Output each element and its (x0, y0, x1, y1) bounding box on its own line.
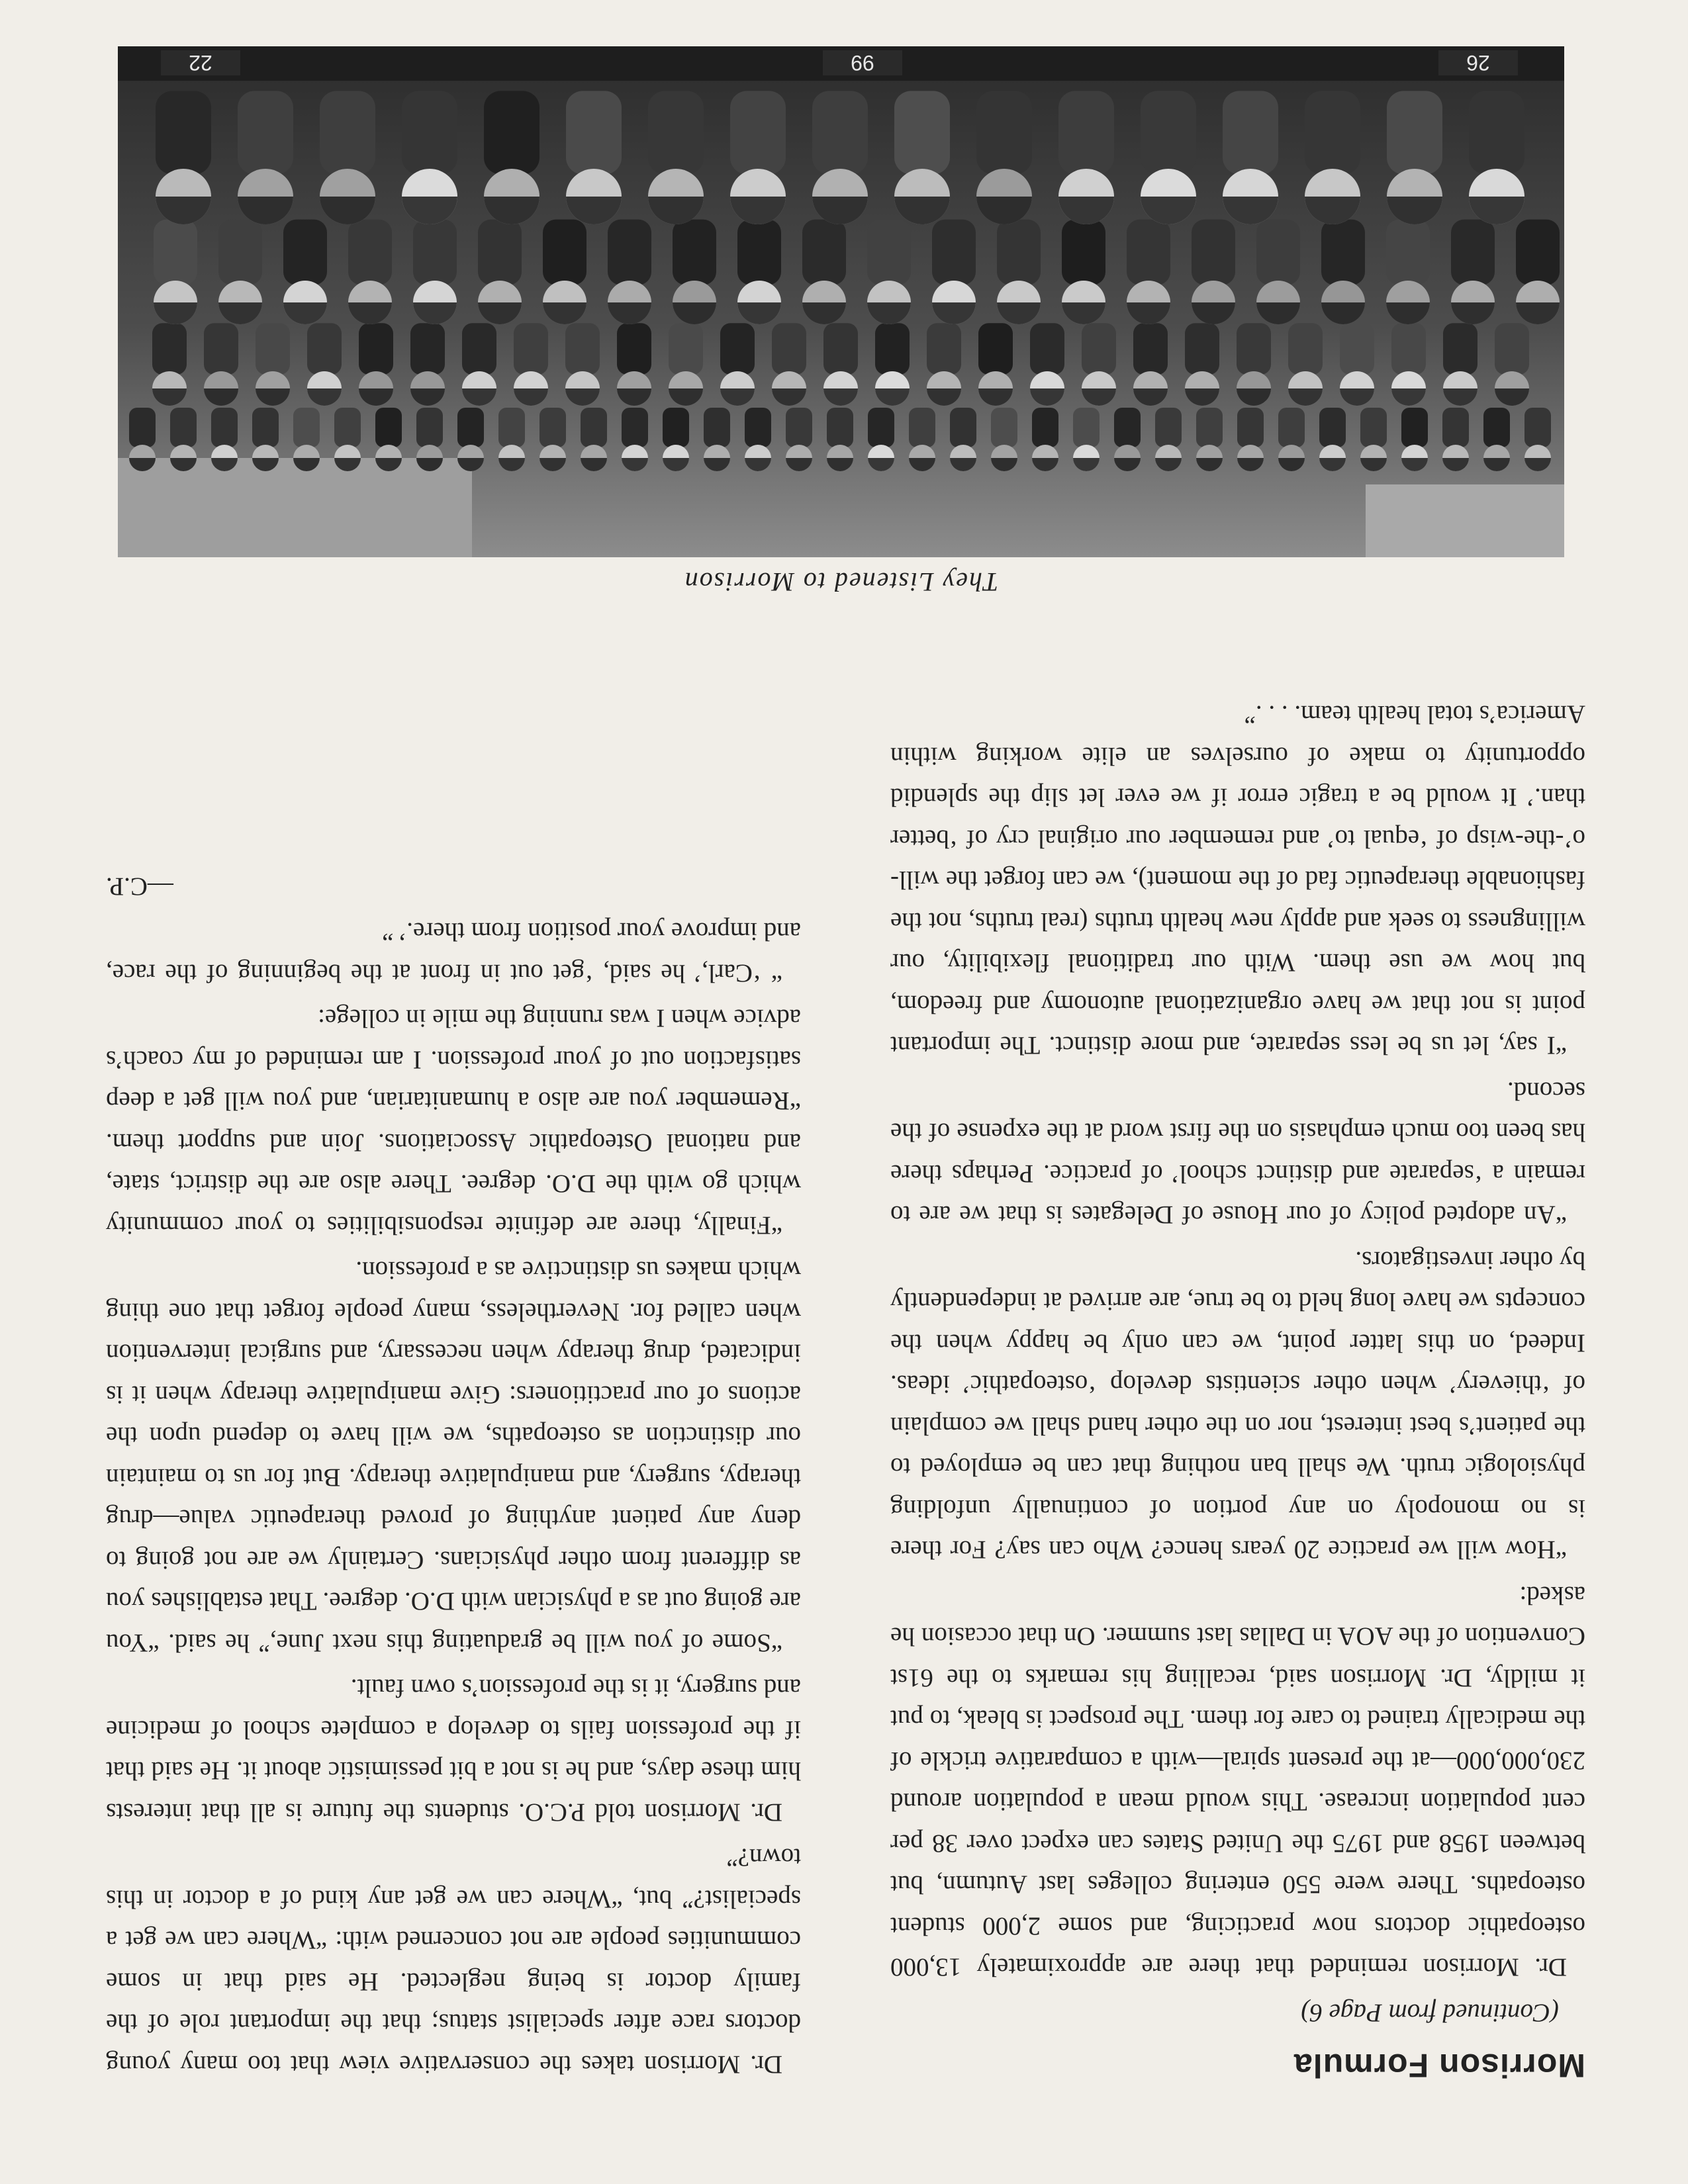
listener-body (1192, 220, 1235, 285)
listener-body (1442, 408, 1469, 447)
paragraph: Dr. Morrison told P.C.O. students the future is all that interests him these days, and he is not a bit pessimistic about it. He said that if the profession fails to develop a complete school of medicine and surgery, it is the profession’s own fault. (106, 1674, 801, 1827)
classroom-photo-illustration (118, 46, 1564, 557)
listener-body (334, 408, 361, 447)
listener-body (256, 323, 290, 375)
listener-body (827, 408, 853, 447)
listener-body (581, 408, 607, 447)
listener-body (868, 408, 894, 447)
listener-body (1196, 408, 1223, 447)
listener-body (1185, 323, 1219, 375)
listener-body (617, 323, 651, 375)
listener-body (359, 323, 393, 375)
listener-body (211, 408, 238, 447)
listener-body (950, 408, 976, 447)
listener-body (823, 323, 858, 375)
listener-body (1237, 323, 1271, 375)
continued-note: (Continued from Page 6) (1301, 1999, 1559, 2027)
listener-body (462, 323, 496, 375)
listener-body (218, 220, 262, 285)
listener-body (1127, 220, 1170, 285)
listener-body (375, 408, 402, 447)
listener-body (1278, 408, 1305, 447)
listener-body (320, 91, 375, 174)
listener-body (991, 408, 1017, 447)
left-column (890, 690, 1585, 2085)
listener-body (737, 220, 781, 285)
listener-body (307, 323, 342, 375)
paragraph: “I say, let us be less separate, and more distinct. The important point is not that we have organizational autonomy and freedom, but how we use them. With our traditional flexibility, our willingness to seek and apply new health truths (real truths, not the fashionable therapeutic fad of the moment), we can forget the will-o’-the-wisp of ‘equal to’ and remember our original cry of ‘better than.’ It would be a tragic error if we ever let slip the splendid opportunity to make of ourselves an elite working within America’s total health team. . . .” (890, 700, 1585, 1060)
listener-body (875, 323, 910, 375)
listener-body (1133, 323, 1168, 375)
paragraph: “An adopted policy of our House of Delegates is that we are to remain a ‘separate and distinct school’ of practice. Perhaps there has been too much emphasis on the first word at the expense of the second. (890, 1077, 1585, 1230)
listener-body (156, 91, 211, 174)
listener-body (1386, 220, 1430, 285)
paragraph: “Some of you will be graduating this next June,” he said. “You are going out as a physician with D.O. degree. That establishes you as different from other physicians. Certainly we are not going to deny any patient anything of proved therapeutic value—drug therapy, surgery, and manipulative therapy. But for us to maintain our distinction as osteopaths, we will have to depend upon the actions of our practitioners: Give manipulative therapy when it is indicated, drug therapy when necessary, and surgical intervention when called for. Nevertheless, many people forget that one thing which makes us distinctive as a profession. (106, 1256, 801, 1657)
listener-body (622, 408, 648, 447)
listener-body (154, 220, 197, 285)
listener-body (478, 220, 522, 285)
listener-body (1256, 220, 1300, 285)
classroom-photo (118, 46, 1564, 557)
listener-body (1469, 91, 1524, 174)
desk-number-label: 99 (851, 51, 874, 75)
paragraph: Dr. Morrison reminded that there are approximately 13,000 osteopathic doctors now practicing, and some 2,000 student osteopaths. There were 550 entering colleges last Autumn, but between 1958 and 1975 the United States can expect over 38 per cent population increase. This would mean a population around 230,000,000—at the present spiral—with a comparative trickle of the medically trained to care for them. The prospect is bleak, to put it mildly, Dr. Morrison said, recalling his remarks to the 61st Convention of the AOA in Dallas last summer. On that occasion he asked: (890, 1581, 1585, 1982)
listener-body (566, 91, 622, 174)
listener-body (1305, 91, 1360, 174)
listener-body (238, 91, 293, 174)
listener-body (927, 323, 961, 375)
listener-body (1340, 323, 1374, 375)
listener-body (514, 323, 548, 375)
listener-body (1032, 408, 1058, 447)
listener-body (1360, 408, 1387, 447)
listener-body (867, 220, 911, 285)
listener-body (402, 91, 457, 174)
listener-body (1321, 220, 1365, 285)
listener-body (1524, 408, 1551, 447)
listener-body (348, 220, 392, 285)
listener-body (498, 408, 525, 447)
wall-window (1366, 484, 1564, 557)
listener-body (976, 91, 1032, 174)
listener-body (997, 220, 1041, 285)
listener-body (484, 91, 539, 174)
listener-body (772, 323, 806, 375)
listener-body (170, 408, 197, 447)
listener-body (565, 323, 600, 375)
listener-body (416, 408, 443, 447)
listener-body (1082, 323, 1116, 375)
listener-body (1483, 408, 1510, 447)
listener-body (1114, 408, 1141, 447)
listener-body (1443, 323, 1477, 375)
listener-body (1030, 323, 1064, 375)
desk-number-label: 26 (1466, 51, 1490, 75)
listener-body (745, 408, 771, 447)
listener-body (1223, 91, 1278, 174)
listener-body (252, 408, 279, 447)
listener-body (543, 220, 586, 285)
listener-body (1155, 408, 1182, 447)
listener-body (457, 408, 484, 447)
listener-body (1516, 220, 1560, 285)
paragraph: “How will we practice 20 years hence? Who can say? For there is no monopoly on any portion of continually unfolding physiologic truth. We shall ban nothing that can be employed to the patient’s best interest, nor on the other hand shall we complain of ‘thievery’ when other scientists develop ‘osteopathic’ ideas. Indeed, on this latter point, we can only be happy when the concepts we have long held to be true, are arrived at independently by other investigators. (890, 1246, 1585, 1565)
listener-body (1288, 323, 1323, 375)
listener-body (786, 408, 812, 447)
article-title: Morrison Formula (1293, 2047, 1585, 2084)
listener-body (539, 408, 566, 447)
listener-body (283, 220, 327, 285)
listener-body (673, 220, 716, 285)
paragraph: “ ‘Carl,’ he said, ‘get out in front at the beginning of the race, and improve your position from there.’ ” (106, 917, 801, 987)
listener-body (1058, 91, 1114, 174)
listener-body (1391, 323, 1426, 375)
listener-body (1319, 408, 1346, 447)
paragraph: Dr. Morrison takes the conservative view that too many young doctors race after specialist status; that the important role of the family doctor is being neglected. He said that in some communities people are not concerned with: “Where can we get a specialist?” but, “Where can we get any kind of a doctor in this town?” (106, 1843, 801, 2079)
paragraph: “Finally, there are definite responsibilities to your community which go with the D.O. degree. There also are the district, state, and national Osteopathic Associations. Join and support them. “Remember you are also a humanitarian, and you will get a deep satisfaction out of your profession. I am reminded of my coach’s advice when I was running the mile in college: (106, 1004, 801, 1240)
right-column (106, 862, 801, 2085)
listener-body (1387, 91, 1442, 174)
listener-body (1401, 408, 1428, 447)
listener-body (663, 408, 689, 447)
listener-body (152, 323, 187, 375)
listener-body (978, 323, 1013, 375)
listener-body (704, 408, 730, 447)
listener-body (1062, 220, 1105, 285)
listener-body (1237, 408, 1264, 447)
listener-body (1141, 91, 1196, 174)
listener-body (812, 91, 868, 174)
signature: —C.P. (106, 872, 173, 901)
listener-body (669, 323, 703, 375)
listener-body (1451, 220, 1495, 285)
listener-body (730, 91, 786, 174)
listener-body (1073, 408, 1100, 447)
listener-body (648, 91, 704, 174)
listener-body (413, 220, 457, 285)
wall-panel (118, 458, 472, 557)
listener-body (293, 408, 320, 447)
listener-body (894, 91, 950, 174)
listener-body (802, 220, 846, 285)
photo-caption: They Listened to Morrison (683, 567, 999, 597)
listener-body (909, 408, 935, 447)
desk-number-label: 22 (189, 51, 212, 75)
listener-body (204, 323, 238, 375)
listener-body (932, 220, 976, 285)
listener-body (1495, 323, 1529, 375)
listener-body (129, 408, 156, 447)
listener-body (720, 323, 755, 375)
listener-body (410, 323, 445, 375)
listener-body (608, 220, 651, 285)
